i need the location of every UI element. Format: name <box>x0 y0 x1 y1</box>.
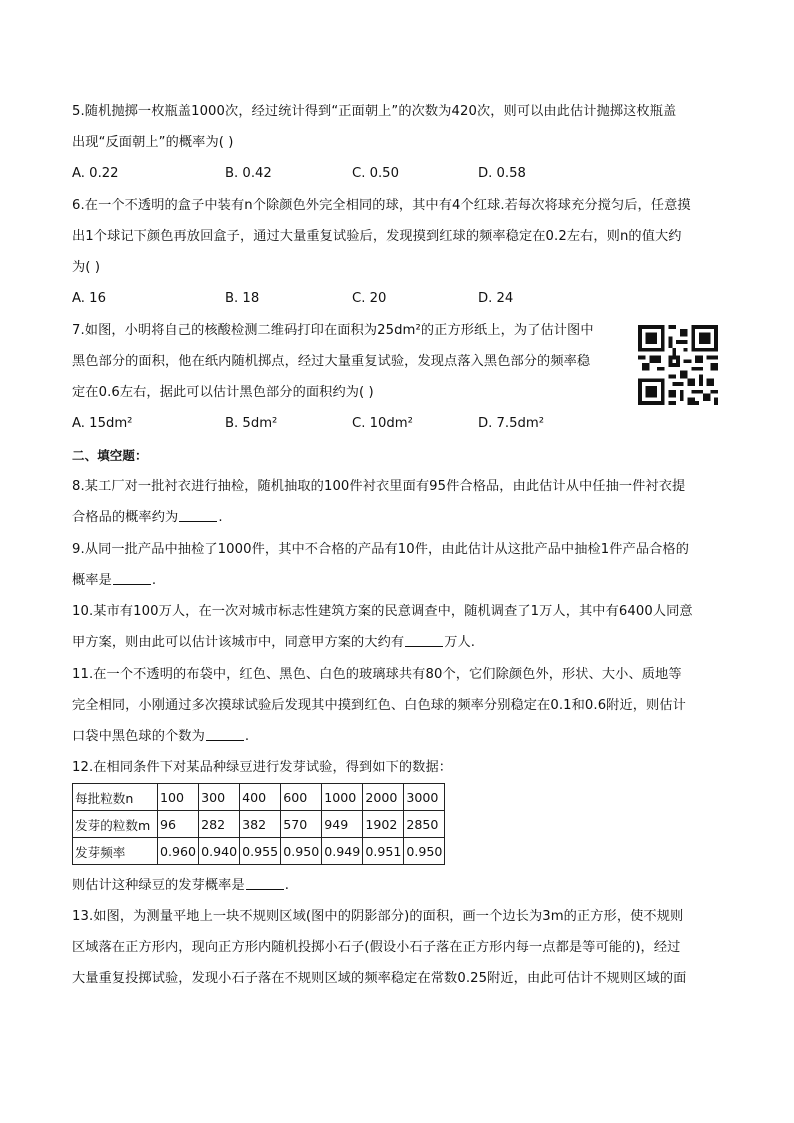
table-cell: 100 <box>158 784 199 811</box>
q5-option-a: A. 0.22 <box>72 166 119 181</box>
q5-line1: 5.随机抛掷一枚瓶盖1000次，经过统计得到“正面朝上”的次数为420次，则可以由此估计抛掷这枚瓶盖 <box>72 104 677 119</box>
q7-option-a: A. 15dm² <box>72 416 133 431</box>
q6-line3: 为( ) <box>72 260 101 275</box>
q8-answer-blank[interactable] <box>179 508 217 522</box>
q7-line1: 7.如图，小明将自己的核酸检测二维码打印在面积为25dm²的正方形纸上，为了估计图中 <box>72 323 594 338</box>
q10-line2-end: 万人. <box>444 635 476 650</box>
table-cell: 282 <box>199 811 240 838</box>
table-cell: 2000 <box>363 784 404 811</box>
q12-after-text: 则估计这种绿豆的发芽概率是 <box>72 878 245 893</box>
table-cell: 382 <box>240 811 281 838</box>
q8-line2-end: . <box>218 510 223 525</box>
q7-option-b: B. 5dm² <box>225 416 278 431</box>
q7-line2: 黑色部分的面积，他在纸内随机掷点，经过大量重复试验，发现点落入黑色部分的频率稳 <box>72 354 591 369</box>
q8-line2 <box>72 508 223 528</box>
q11-line3-end: . <box>244 729 250 744</box>
table-cell: 400 <box>240 784 281 811</box>
q13-line3: 大量重复投掷试验，发现小石子落在不规则区域的频率稳定在常数0.25附近，由此可估计不规则区域的面 <box>72 971 687 986</box>
q6-line2: 出1个球记下颜色再放回盒子，通过大量重复试验后，发现摸到红球的频率稳定在0.2左右，则n的值大约 <box>72 229 682 244</box>
table-row <box>73 784 445 811</box>
q9-line2-text: 概率是 <box>72 573 112 588</box>
q10-answer-blank[interactable] <box>405 633 443 647</box>
q11-line3-text: 口袋中黑色球的个数为 <box>72 729 205 744</box>
q5-option-b: B. 0.42 <box>225 166 272 181</box>
q12-answer-blank[interactable] <box>246 876 284 890</box>
table-cell: 0.949 <box>322 838 363 865</box>
q8-line1: 8.某工厂对一批衬衣进行抽检，随机抽取的100件衬衣里面有95件合格品，由此估计从中任抽一件衬衣提 <box>72 479 686 494</box>
q5-line2: 出现“反面朝上”的概率为( ) <box>72 135 234 150</box>
table-cell: 96 <box>158 811 199 838</box>
q13-line2: 区域落在正方形内，现向正方形内随机投掷小石子(假设小石子落在正方形内每一点都是等可能的)，经过 <box>72 940 681 955</box>
table-cell: 0.950 <box>404 838 445 865</box>
table-cell: 570 <box>281 811 322 838</box>
table-cell: 0.940 <box>199 838 240 865</box>
q12-after-end: . <box>284 878 290 893</box>
q5-option-d: D. 0.58 <box>478 166 526 181</box>
table-cell: 0.955 <box>240 838 281 865</box>
table-cell: 1000 <box>322 784 363 811</box>
q7-option-d: D. 7.5dm² <box>478 416 545 431</box>
q13-line1: 13.如图，为测量平地上一块不规则区域(图中的阴影部分)的面积，画一个边长为3m的正方形，使不规则 <box>72 909 684 924</box>
q6-option-b: B. 18 <box>225 291 260 306</box>
table-row <box>73 811 445 838</box>
table-cell: 每批粒数n <box>73 784 158 811</box>
q6-line1: 6.在一个不透明的盒子中装有n个除颜色外完全相同的球，其中有4个红球.若每次将球充分搅匀后，任意摸 <box>72 198 691 213</box>
q11-answer-blank[interactable] <box>206 727 244 741</box>
q6-option-d: D. 24 <box>478 291 514 306</box>
table-cell: 0.951 <box>363 838 404 865</box>
q10-line1: 10.某市有100万人，在一次对城市标志性建筑方案的民意调查中，随机调查了1万人，其中有6400人同意 <box>72 604 693 619</box>
q10-line2 <box>72 633 475 653</box>
table-cell: 发芽频率 <box>73 838 158 865</box>
q6-option-a: A. 16 <box>72 291 106 306</box>
q6-option-c: C. 20 <box>352 291 387 306</box>
q7-option-c: C. 10dm² <box>352 416 413 431</box>
q9-line2 <box>72 571 156 591</box>
q12-after <box>72 876 289 896</box>
table-cell: 1902 <box>363 811 404 838</box>
q9-answer-blank[interactable] <box>113 571 151 585</box>
table-cell: 发芽的粒数m <box>73 811 158 838</box>
q8-line2-text: 合格品的概率约为 <box>72 510 179 525</box>
q11-line2: 完全相同，小刚通过多次摸球试验后发现其中摸到红色、白色球的频率分别稳定在0.1和0.6附近，则估计 <box>72 698 686 713</box>
table-cell: 0.960 <box>158 838 199 865</box>
section-heading-fill-in: 二、填空题： <box>72 448 148 463</box>
q5-option-c: C. 0.50 <box>352 166 399 181</box>
table-cell: 600 <box>281 784 322 811</box>
q11-line3 <box>72 727 249 747</box>
q10-line2-text: 甲方案，则由此可以估计该城市中，同意甲方案的大约有 <box>72 635 405 650</box>
q12-line1: 12.在相同条件下对某品种绿豆进行发芽试验，得到如下的数据： <box>72 760 453 775</box>
table-row <box>73 838 445 865</box>
q11-line1: 11.在一个不透明的布袋中，红色、黑色、白色的玻璃球共有80个，它们除颜色外，形状、大小、质地等 <box>72 667 682 682</box>
table-cell: 300 <box>199 784 240 811</box>
table-cell: 949 <box>322 811 363 838</box>
q9-line1: 9.从同一批产品中抽检了1000件，其中不合格的产品有10件，由此估计从这批产品中抽检1件产品合格的 <box>72 542 689 557</box>
qr-code-icon <box>638 325 718 405</box>
table-cell: 0.950 <box>281 838 322 865</box>
table-cell: 3000 <box>404 784 445 811</box>
q7-line3: 定在0.6左右，据此可以估计黑色部分的面积约为( ) <box>72 385 374 400</box>
table-cell: 2850 <box>404 811 445 838</box>
germination-table <box>72 783 445 865</box>
q9-line2-end: . <box>151 573 157 588</box>
